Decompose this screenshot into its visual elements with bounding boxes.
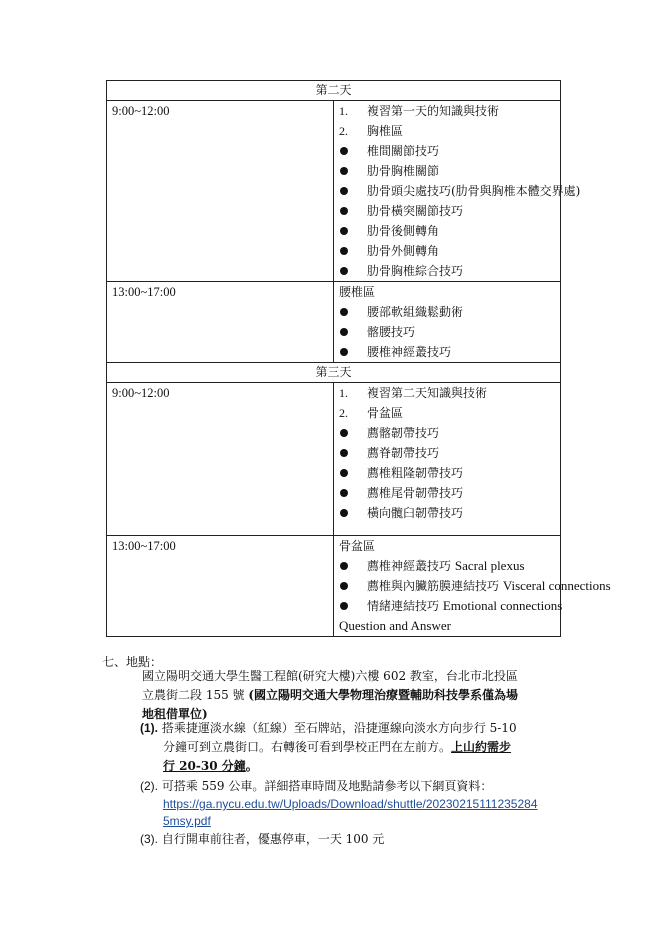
- list-item: 薦椎與內臟筋膜連結技巧 Visceral connections: [334, 576, 560, 596]
- bullet-icon: [334, 181, 367, 201]
- day2-title: 第二天: [107, 81, 561, 101]
- bullet-icon: [334, 596, 367, 616]
- list-item: 髂腰技巧: [334, 322, 560, 342]
- bullet-icon: [334, 261, 367, 281]
- transport-item-1: (1). 搭乘捷運淡水線（紅線）至石牌站，沿捷運線向淡水方向步行 5-10: [140, 721, 517, 735]
- bullet-icon: [334, 342, 367, 362]
- bullet-icon: [334, 241, 367, 261]
- list-item: 2. 胸椎區: [339, 124, 404, 138]
- list-item: 薦椎粗隆韌帶技巧: [334, 463, 560, 483]
- bullet-icon: [334, 161, 367, 181]
- list-item: 薦椎神經叢技巧 Sacral plexus: [334, 556, 560, 576]
- list-item: 薦椎尾骨韌帶技巧: [334, 483, 560, 503]
- list-item: 腰部軟組織鬆動術: [334, 302, 560, 322]
- day3-title: 第三天: [107, 363, 561, 383]
- list-item: 橫向髖臼韌帶技巧: [334, 503, 560, 523]
- bullet-icon: [334, 483, 367, 503]
- bullet-icon: [334, 556, 367, 576]
- location-heading: 七、地點：: [102, 655, 163, 669]
- schedule-table: [106, 80, 611, 637]
- transport-item-1-cont: 分鐘可到立農街口。右轉後可看到學校正門在左前方。上山約需步: [163, 740, 512, 754]
- list-item: 薦脊韌帶技巧: [334, 443, 560, 463]
- bullet-icon: [334, 322, 367, 342]
- list-item: 情緒連結技巧 Emotional connections: [334, 596, 560, 616]
- list-item: 肋骨外側轉角: [334, 241, 560, 261]
- list-item: 1. 複習第二天知識與技術: [339, 386, 488, 400]
- bullet-icon: [334, 503, 367, 523]
- list-item: 椎間關節技巧: [334, 141, 560, 161]
- day2-morning-time: 9:00~12:00: [107, 101, 334, 282]
- bullet-icon: [334, 141, 367, 161]
- list-item: 腰椎神經叢技巧: [334, 342, 560, 362]
- bullet-icon: [334, 576, 367, 596]
- bullet-icon: [334, 302, 367, 322]
- day3-afternoon-content: [334, 536, 611, 637]
- section-heading: 骨盆區: [339, 539, 376, 553]
- bullet-icon: [334, 201, 367, 221]
- shuttle-link[interactable]: https://ga.nycu.edu.tw/Uploads/Download/shuttle/20230215111235284: [163, 797, 538, 811]
- transport-item-1-cont2: 行 20-30 分鐘。: [163, 759, 258, 773]
- day2-morning-content: [334, 101, 581, 282]
- day3-morning-time: 9:00~12:00: [107, 383, 334, 536]
- list-item: 肋骨橫突關節技巧: [334, 201, 560, 221]
- bullet-icon: [334, 463, 367, 483]
- section-heading: 腰椎區: [339, 285, 376, 299]
- list-item: 肋骨胸椎綜合技巧: [334, 261, 560, 281]
- list-item: 1. 複習第一天的知識與技術: [339, 104, 500, 118]
- transport-item-2: (2). 可搭乘 559 公車。詳細搭車時間及地點請參考以下網頁資料：: [140, 779, 493, 793]
- list-item: 肋骨胸椎關節: [334, 161, 560, 181]
- transport-item-3: (3). 自行開車前往者，優惠停車，一天 100 元: [140, 832, 385, 846]
- day2-afternoon-time: 13:00~17:00: [107, 282, 334, 363]
- shuttle-link-cont[interactable]: 5msy.pdf: [163, 814, 211, 828]
- location-address: 國立陽明交通大學生醫工程館(研究大樓)六樓 602 教室，台北市北投區 立農街二段 155 號 (國立陽明交通大學物理治療暨輔助科技學系僅為場 地租借單位): [142, 669, 519, 721]
- list-item: 薦髂韌帶技巧: [334, 423, 560, 443]
- list-item: 肋骨頭尖處技巧(肋骨與胸椎本體交界處): [334, 181, 560, 201]
- day2-afternoon-content: [334, 282, 561, 363]
- qa-footer: Question and Answer: [339, 618, 451, 633]
- bullet-icon: [334, 221, 367, 241]
- day3-afternoon-time: 13:00~17:00: [107, 536, 334, 637]
- bullet-icon: [334, 443, 367, 463]
- list-item: 肋骨後側轉角: [334, 221, 560, 241]
- list-item: 2. 骨盆區: [339, 406, 404, 420]
- day3-morning-content: [334, 383, 561, 536]
- bullet-icon: [334, 423, 367, 443]
